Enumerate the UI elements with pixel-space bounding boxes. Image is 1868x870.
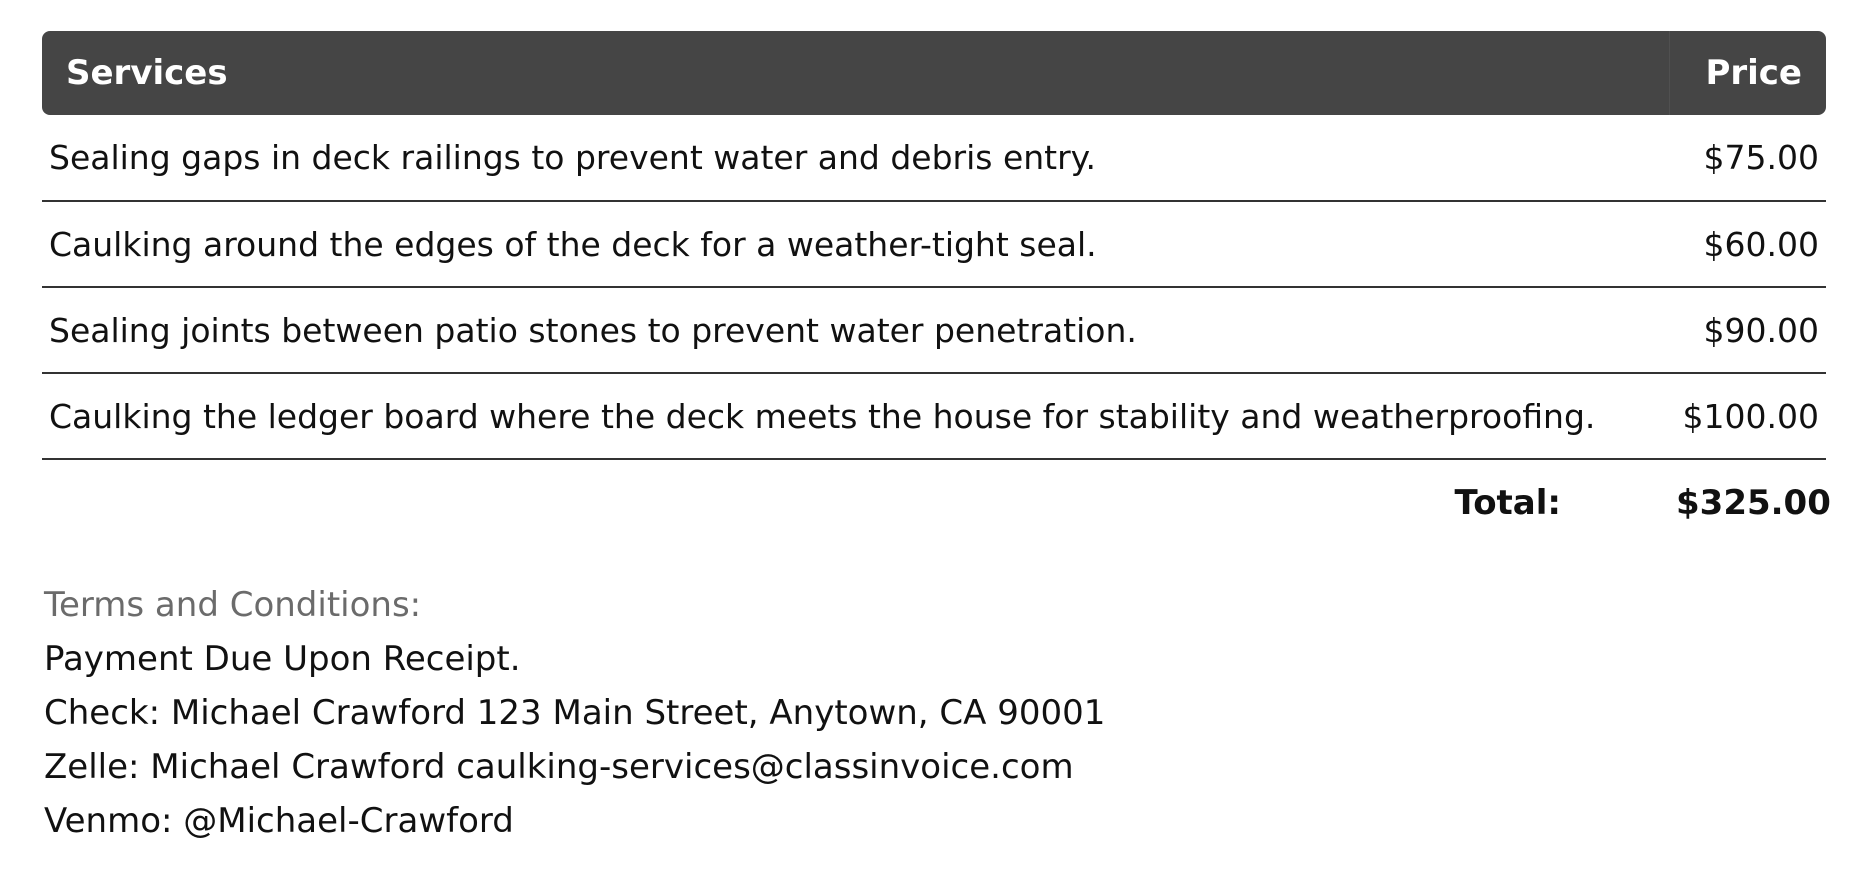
service-price: $60.00 [1669,201,1826,287]
services-column-header: Services [42,31,1669,115]
service-description: Sealing joints between patio stones to prevent water penetration. [42,287,1669,373]
total-row [42,459,1826,545]
terms-venmo-info: Venmo: @Michael-Crawford [44,801,514,841]
terms-payment-due: Payment Due Upon Receipt. [44,639,521,679]
price-column-header: Price [1669,31,1826,115]
terms-check-info: Check: Michael Crawford 123 Main Street, Anytown, CA 90001 [44,693,1106,733]
table-header-row [42,31,1826,115]
services-table [42,31,1831,545]
service-description: Caulking the ledger board where the deck meets the house for stability and weatherproofing. [42,373,1669,459]
terms-section [44,578,1444,848]
table-row [42,201,1826,287]
terms-heading: Terms and Conditions: [44,585,422,625]
total-label: Total: [1454,482,1561,523]
table-row [42,115,1826,201]
service-price: $75.00 [1669,115,1826,201]
service-price: $90.00 [1669,287,1826,373]
service-description: Caulking around the edges of the deck for a weather-tight seal. [42,201,1669,287]
total-value: $325.00 [1676,482,1831,523]
table-row [42,373,1826,459]
table-row [42,287,1826,373]
service-price: $100.00 [1669,373,1826,459]
terms-zelle-info: Zelle: Michael Crawford caulking-services@classinvoice.com [44,747,1074,787]
service-description: Sealing gaps in deck railings to prevent water and debris entry. [42,115,1669,201]
